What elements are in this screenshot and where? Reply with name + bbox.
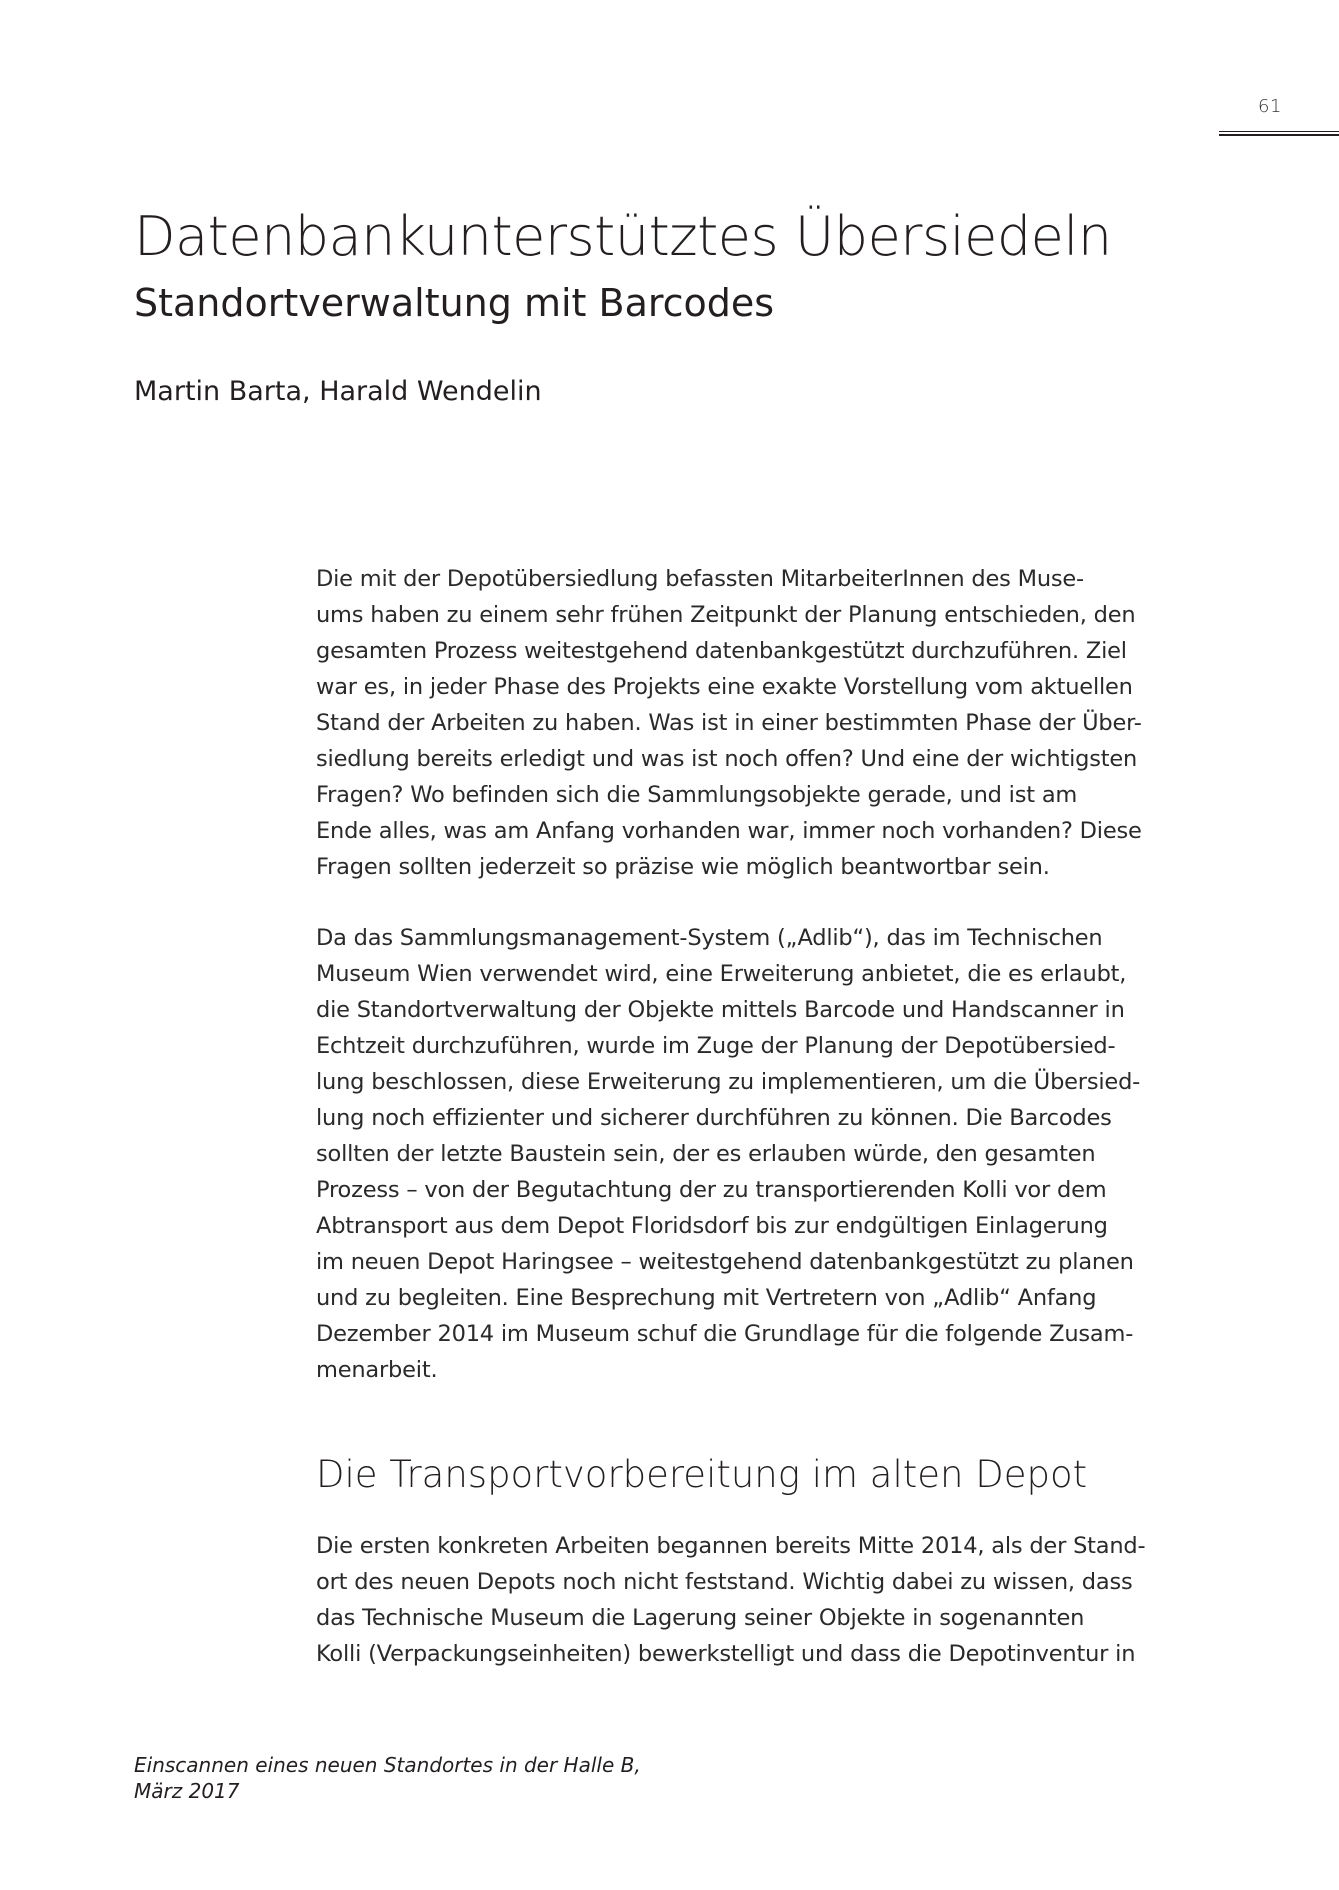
article-title: Datenbankunterstütztes Übersiedeln xyxy=(134,205,1112,268)
article-authors: Martin Barta, Harald Wendelin xyxy=(134,376,542,407)
body-paragraph-1: Die mit der Depotübersiedlung befassten MitarbeiterInnen des Muse- ums haben zu einem sehr frühen Zeitpunkt der Planung entschieden, den gesamten Prozess weitestgehend datenbankgestützt durchzuführen. Ziel war es, in jeder Phase des Projekts eine exakte Vorstellung vom aktuellen Stand der Arbeiten zu haben. Was ist in einer bestimmten Phase der Über- siedlung bereits erledigt und was ist noch offen? Und eine der wichtigsten Fragen? Wo befinden sich die Sammlungsobjekte gerade, und ist am Ende alles, was am Anfang vorhanden war, immer noch vorhanden? Diese Fragen sollten jederzeit so präzise wie möglich beantwortbar sein. xyxy=(316,566,1142,880)
page-number: 61 xyxy=(1258,96,1282,117)
section-heading: Die Transportvorbereitung im alten Depot xyxy=(316,1453,1088,1496)
body-paragraph-3: Die ersten konkreten Arbeiten begannen bereits Mitte 2014, als der Stand- ort des neuen Depots noch nicht feststand. Wichtig dabei zu wissen, dass das Technische Museum die Lagerung seiner Objekte in sogenannten Kolli (Verpackungseinheiten) bewerkstelligt und dass die Depotinventur in xyxy=(316,1533,1146,1667)
figure-caption: Einscannen eines neuen Standortes in der Halle B, März 2017 xyxy=(134,1753,641,1803)
header-rule-thin xyxy=(1219,131,1339,132)
header-rule-thick xyxy=(1219,134,1339,136)
article-subtitle: Standortverwaltung mit Barcodes xyxy=(134,281,775,325)
body-paragraph-2: Da das Sammlungsmanagement-System („Adlib“), das im Technischen Museum Wien verwendet wird, eine Erweiterung anbietet, die es erlaubt, die Standortverwaltung der Objekte mittels Barcode und Handscanner in Echtzeit durchzuführen, wurde im Zuge der Planung der Depotübersied- lung beschlossen, diese Erweiterung zu implementieren, um die Übersied- lung noch effizienter und sicherer durchführen zu können. Die Barcodes sollten der letzte Baustein sein, der es erlauben würde, den gesamten Prozess – von der Begutachtung der zu transportierenden Kolli vor dem Abtransport aus dem Depot Floridsdorf bis zur endgültigen Einlagerung im neuen Depot Haringsee – weitestgehend datenbankgestützt zu planen und zu begleiten. Eine Besprechung mit Vertretern von „Adlib“ Anfang Dezember 2014 im Museum schuf die Grundlage für die folgende Zusam- menarbeit. xyxy=(316,925,1141,1383)
